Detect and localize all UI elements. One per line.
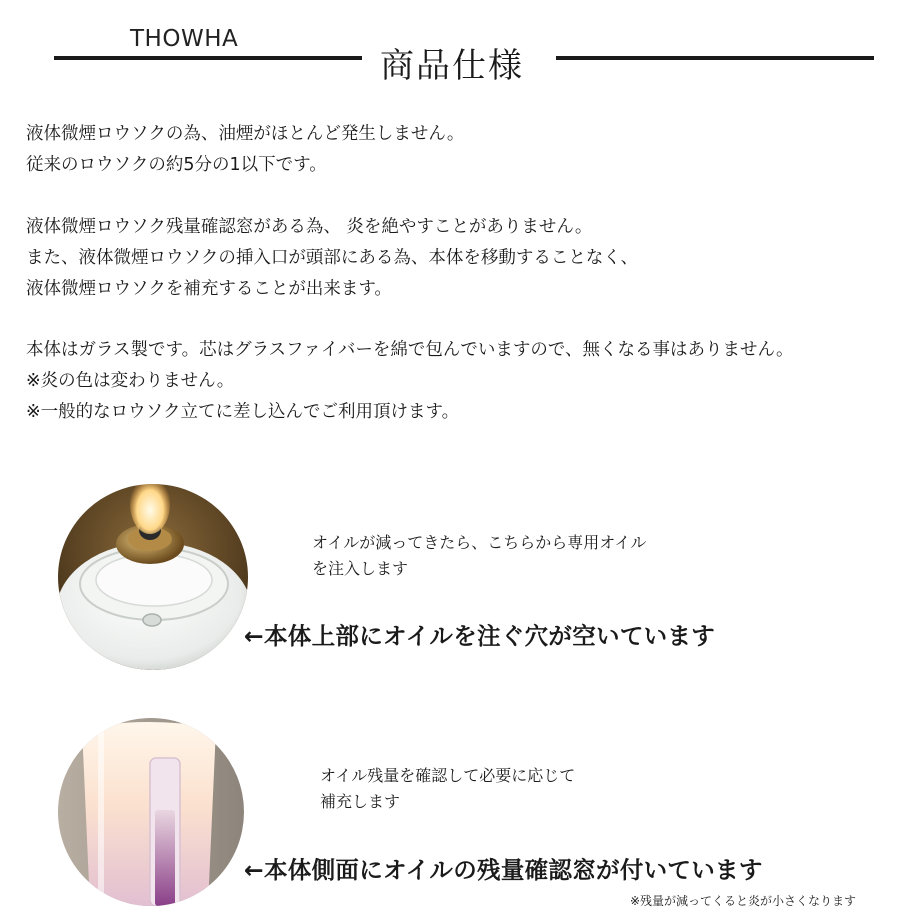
spec-line: 液体微煙ロウソク残量確認窓がある為、 炎を絶やすことがありません。 [26, 217, 593, 237]
brand-name: THOWHA [130, 26, 239, 52]
note-line: オイルが減ってきたら、こちらから専用オイル [312, 533, 647, 552]
spec-line: ※炎の色は変わりません。 [26, 371, 235, 391]
note-line: オイル残量を確認して必要に応じて [320, 766, 576, 785]
spec-paragraph-2 [26, 212, 638, 305]
spec-line: 液体微煙ロウソクの為、油煙がほとんど発生しません。 [26, 124, 465, 144]
candle-top-photo [58, 484, 248, 670]
note-line: を注入します [312, 559, 409, 578]
spec-line: 本体はガラス製です。芯はグラスファイバーを綿で包んでいますので、無くなる事はありません。 [26, 340, 794, 360]
brand-rule-left [54, 56, 362, 60]
feature2-footnote: ※残量が減ってくると炎が小さくなります [629, 894, 856, 908]
spec-paragraph-3 [26, 335, 794, 428]
feature2-callout: ←本体側面にオイルの残量確認窓が付いています [244, 856, 763, 884]
spec-line: また、液体微煙ロウソクの挿入口が頭部にある為、本体を移動することなく、 [26, 248, 638, 268]
section-title: 商品仕様 [380, 46, 524, 86]
feature1-note [312, 530, 646, 582]
spec-line: ※一般的なロウソク立てに差し込んでご利用頂けます。 [26, 402, 460, 422]
spec-line: 液体微煙ロウソクを補充することが出来ます。 [26, 279, 392, 299]
spec-line: 従来のロウソクの約5分の1以下です。 [26, 155, 327, 175]
feature1-callout: ←本体上部にオイルを注ぐ穴が空いています [244, 622, 716, 650]
brand-rule-right [556, 56, 874, 60]
note-line: 補充します [320, 792, 401, 811]
spec-paragraph-1 [26, 119, 464, 181]
candle-side-photo [58, 718, 244, 906]
feature2-note [320, 763, 575, 815]
